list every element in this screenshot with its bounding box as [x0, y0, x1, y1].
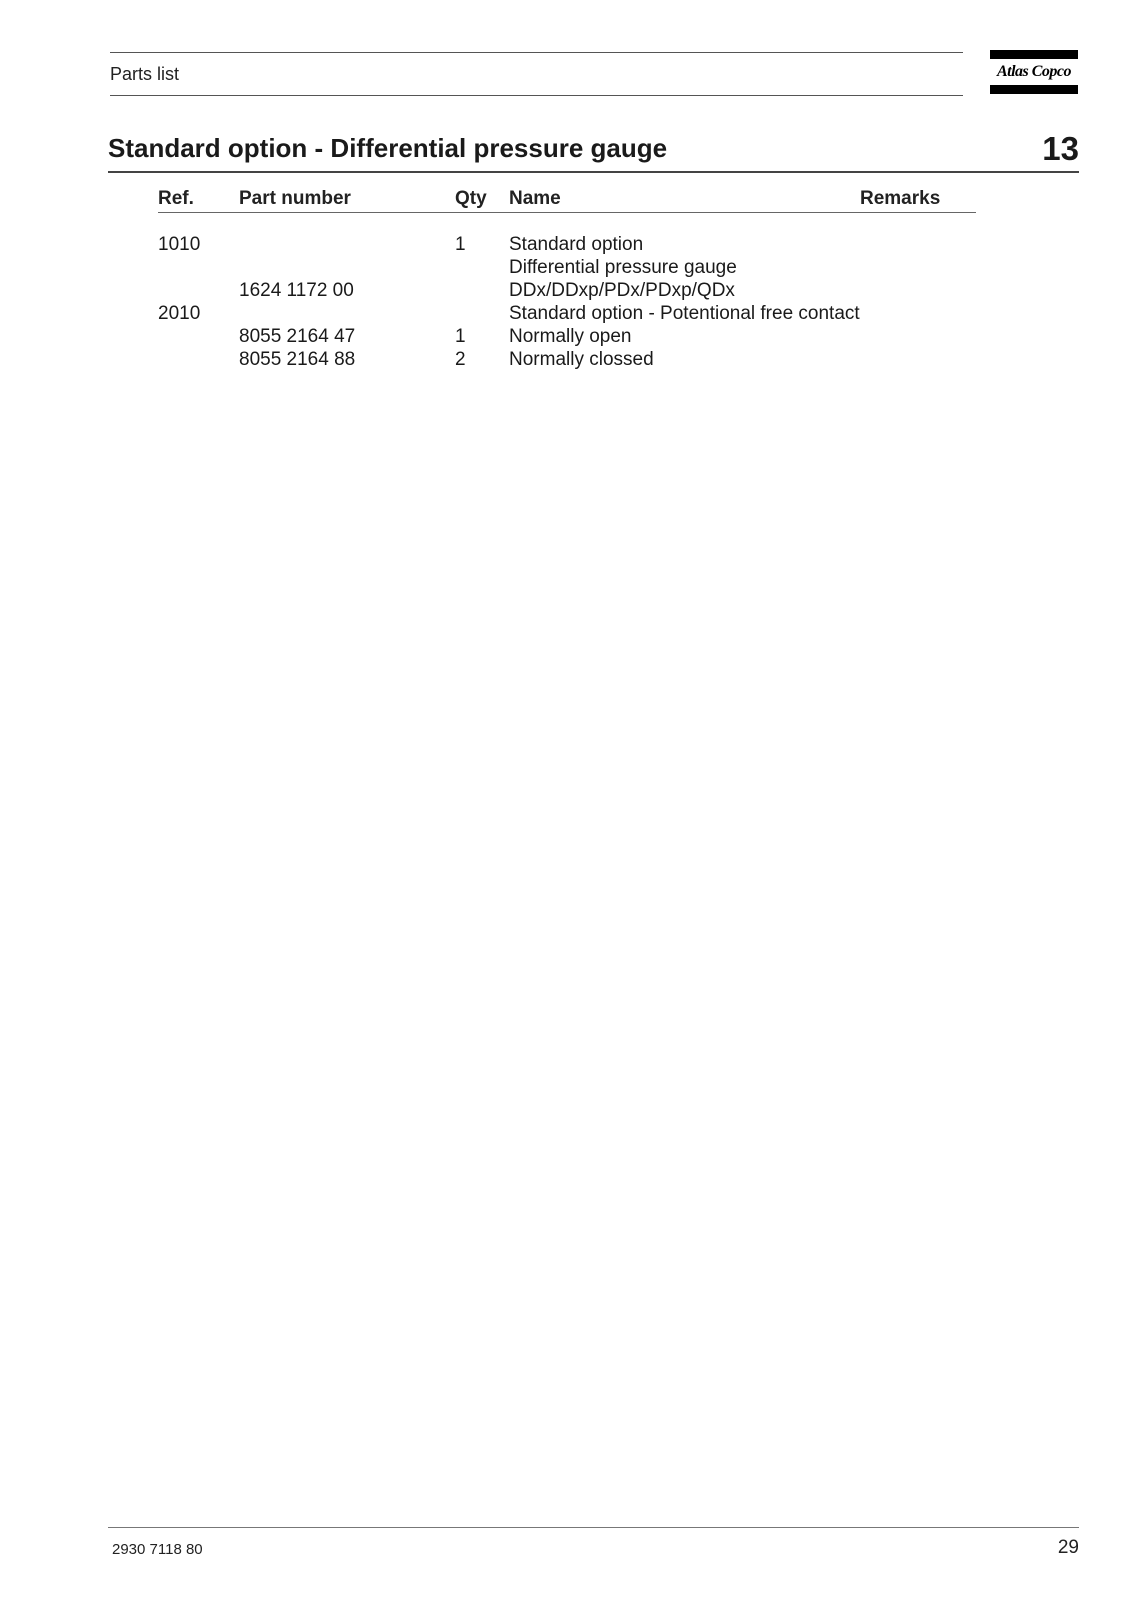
atlas-copco-logo [990, 50, 1078, 94]
page-title: Standard option - Differential pressure gauge [108, 133, 668, 163]
cell-part-number: 8055 2164 47 [239, 326, 356, 347]
header-section-label: Parts list [110, 64, 180, 84]
table-row [0, 325, 1131, 348]
cell-qty: 2 [455, 349, 466, 370]
cell-name: Normally open [509, 326, 632, 347]
table-row [0, 279, 1131, 302]
logo-bottom-bar [990, 85, 1078, 94]
cell-part-number: 8055 2164 88 [239, 349, 356, 370]
table-header-rule [158, 212, 976, 213]
cell-ref: 2010 [158, 303, 201, 324]
cell-name: Standard option - Potentional free contact [509, 303, 860, 324]
cell-name: Differential pressure gauge [509, 257, 737, 278]
cell-qty: 1 [455, 326, 466, 347]
cell-name: Standard option [509, 234, 644, 255]
logo-top-bar [990, 50, 1078, 59]
cell-qty: 1 [455, 234, 466, 255]
cell-name: DDx/DDxp/PDx/PDxp/QDx [509, 280, 735, 301]
cell-part-number: 1624 1172 00 [239, 280, 354, 301]
logo-wordmark: Atlas Copco [996, 63, 1072, 80]
column-header-part-number: Part number [239, 188, 351, 209]
footer-page-number: 29 [1057, 1537, 1079, 1558]
header-bottom-rule [110, 95, 963, 96]
column-header-remarks: Remarks [860, 188, 941, 209]
column-header-name: Name [509, 188, 561, 209]
table-row [0, 302, 1131, 325]
table-row [0, 256, 1131, 279]
header-top-rule [110, 52, 963, 53]
table-row [0, 348, 1131, 371]
footer-document-number: 2930 7118 80 [112, 1541, 203, 1558]
footer-rule [108, 1527, 1079, 1528]
cell-ref: 1010 [158, 234, 201, 255]
cell-name: Normally clossed [509, 349, 654, 370]
column-header-qty: Qty [455, 188, 487, 209]
title-rule [108, 171, 1079, 173]
table-row [0, 233, 1131, 256]
section-number: 13 [1042, 130, 1079, 167]
column-header-ref: Ref. [158, 188, 194, 209]
